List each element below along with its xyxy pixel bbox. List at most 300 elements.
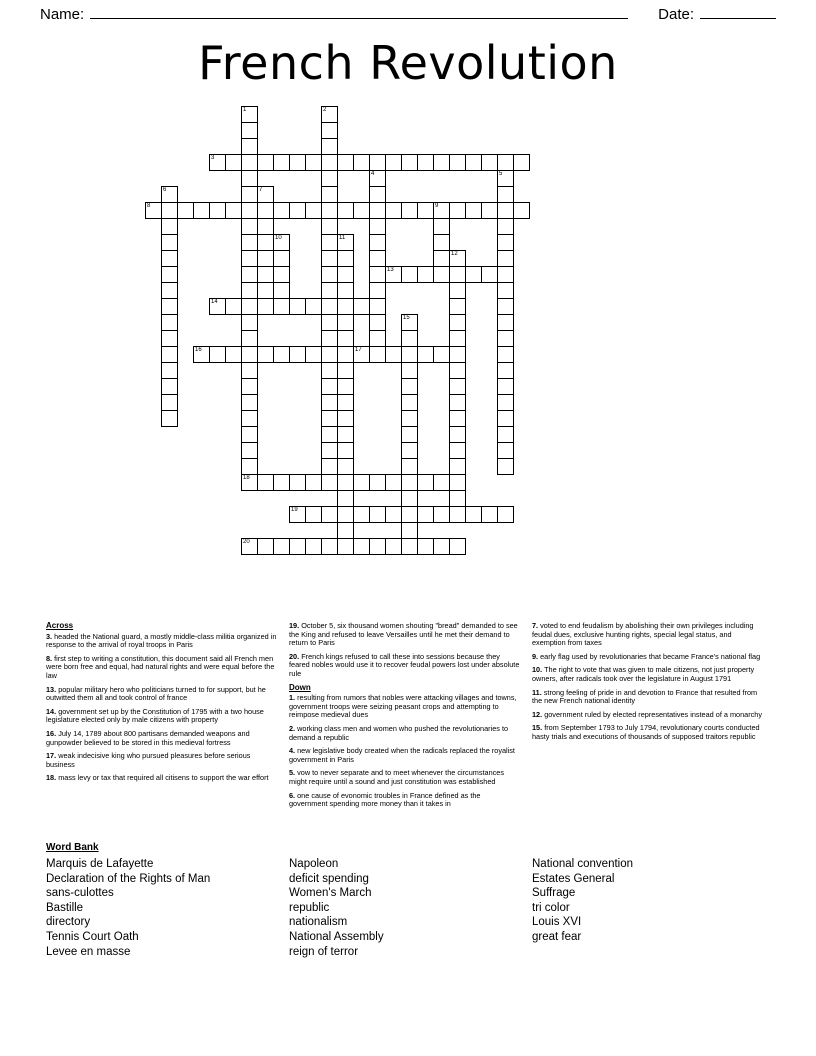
crossword-cell[interactable] xyxy=(161,346,178,363)
crossword-cell[interactable] xyxy=(321,250,338,267)
crossword-cell[interactable] xyxy=(369,266,386,283)
crossword-cell[interactable] xyxy=(369,170,386,187)
crossword-cell[interactable] xyxy=(337,234,354,251)
crossword-cell[interactable] xyxy=(353,346,370,363)
word-bank-item: National Assembly xyxy=(289,930,384,943)
crossword-cell[interactable] xyxy=(417,474,434,491)
crossword-cell[interactable] xyxy=(321,298,338,315)
crossword-cell[interactable] xyxy=(273,250,290,267)
clue-text: first step to writing a constitution, this document said all French men were born free and equal, had natural rights and were equal before the law xyxy=(46,653,275,680)
word-bank-title: Word Bank xyxy=(46,842,99,853)
crossword-cell[interactable] xyxy=(321,138,338,155)
crossword-cell[interactable] xyxy=(401,410,418,427)
crossword-cell[interactable] xyxy=(417,346,434,363)
crossword-cell[interactable] xyxy=(369,154,386,171)
crossword-cell[interactable] xyxy=(497,442,514,459)
crossword-cell[interactable] xyxy=(401,538,418,555)
crossword-cell[interactable] xyxy=(385,538,402,555)
word-bank-item: nationalism xyxy=(289,916,348,929)
crossword-cell[interactable] xyxy=(321,314,338,331)
crossword-cell[interactable] xyxy=(337,410,354,427)
word-bank-column-3 xyxy=(532,857,775,959)
crossword-cell[interactable] xyxy=(321,154,338,171)
crossword-cell[interactable] xyxy=(497,154,514,171)
crossword-cell[interactable] xyxy=(289,474,306,491)
clue-number: 5. xyxy=(289,768,296,778)
crossword-cell[interactable] xyxy=(193,346,210,363)
crossword-cell[interactable] xyxy=(337,266,354,283)
crossword-cell[interactable] xyxy=(401,378,418,395)
crossword-cell[interactable] xyxy=(321,266,338,283)
crossword-cell[interactable] xyxy=(449,394,466,411)
crossword-cell[interactable] xyxy=(449,474,466,491)
crossword-cell[interactable] xyxy=(321,474,338,491)
crossword-cell[interactable] xyxy=(241,538,258,555)
crossword-cell[interactable] xyxy=(321,218,338,235)
crossword-cell[interactable] xyxy=(321,202,338,219)
crossword-cell[interactable] xyxy=(369,186,386,203)
crossword-cell[interactable] xyxy=(241,330,258,347)
crossword-cell[interactable] xyxy=(449,346,466,363)
crossword-cell[interactable] xyxy=(241,282,258,299)
clue-text: strong feeling of pride in and devotion to France that resulted from the new French national identity xyxy=(532,687,758,706)
crossword-cell[interactable] xyxy=(465,506,482,523)
crossword-cell[interactable] xyxy=(497,362,514,379)
crossword-cell[interactable] xyxy=(321,170,338,187)
crossword-cell[interactable] xyxy=(257,250,274,267)
clue-number: 9. xyxy=(532,651,539,661)
crossword-cell[interactable] xyxy=(497,170,514,187)
crossword-cell[interactable] xyxy=(257,346,274,363)
crossword-cell[interactable] xyxy=(257,234,274,251)
crossword-cell[interactable] xyxy=(417,202,434,219)
crossword-cell[interactable] xyxy=(273,538,290,555)
crossword-cell[interactable] xyxy=(241,138,258,155)
crossword-cell[interactable] xyxy=(241,218,258,235)
crossword-cell[interactable] xyxy=(161,362,178,379)
word-bank-column-2 xyxy=(289,857,532,959)
crossword-cell[interactable] xyxy=(465,202,482,219)
crossword-cell[interactable] xyxy=(433,154,450,171)
crossword-cell[interactable] xyxy=(305,202,322,219)
word-bank-item: Bastille xyxy=(46,901,84,914)
crossword-cell[interactable] xyxy=(241,154,258,171)
crossword-cell[interactable] xyxy=(497,394,514,411)
crossword-cell[interactable] xyxy=(257,298,274,315)
crossword-cell[interactable] xyxy=(337,426,354,443)
crossword-cell[interactable] xyxy=(289,506,306,523)
crossword-cell[interactable] xyxy=(481,202,498,219)
crossword-cell[interactable] xyxy=(353,538,370,555)
crossword-cell[interactable] xyxy=(257,282,274,299)
crossword-cell[interactable] xyxy=(161,378,178,395)
crossword-cell[interactable] xyxy=(273,474,290,491)
crossword-cell[interactable] xyxy=(257,154,274,171)
crossword-cell[interactable] xyxy=(369,250,386,267)
clue-text: working class men and women who pushed the revolutionaries to demand a republic xyxy=(289,723,509,742)
crossword-cell[interactable] xyxy=(401,362,418,379)
crossword-cell[interactable] xyxy=(241,394,258,411)
crossword-cell[interactable] xyxy=(449,202,466,219)
crossword-cell[interactable] xyxy=(353,202,370,219)
crossword-cell[interactable] xyxy=(289,346,306,363)
clue-text: new legislative body created when the radicals replaced the royalist government in Paris xyxy=(289,746,515,764)
crossword-cell[interactable] xyxy=(449,410,466,427)
crossword-cell[interactable] xyxy=(321,234,338,251)
clue-across-18 xyxy=(46,774,278,783)
crossword-cell[interactable] xyxy=(497,346,514,363)
crossword-cell-number: 16 xyxy=(195,347,202,353)
crossword-cell[interactable] xyxy=(497,186,514,203)
crossword-cell[interactable] xyxy=(273,346,290,363)
crossword-cell[interactable] xyxy=(401,474,418,491)
crossword-cell[interactable] xyxy=(433,506,450,523)
crossword-cell[interactable] xyxy=(321,330,338,347)
crossword-cell[interactable] xyxy=(321,346,338,363)
crossword-cell[interactable] xyxy=(433,538,450,555)
clue-number: 18. xyxy=(46,773,57,783)
crossword-cell[interactable] xyxy=(177,202,194,219)
crossword-cell[interactable] xyxy=(321,186,338,203)
crossword-cell[interactable] xyxy=(449,378,466,395)
crossword-cell[interactable] xyxy=(273,282,290,299)
clue-down-7 xyxy=(532,622,764,648)
crossword-cell-number: 12 xyxy=(451,251,458,257)
crossword-cell[interactable] xyxy=(401,346,418,363)
crossword-cell[interactable] xyxy=(161,298,178,315)
crossword-cell[interactable] xyxy=(433,474,450,491)
crossword-cell[interactable] xyxy=(321,442,338,459)
word-bank-item: great fear xyxy=(532,930,582,943)
crossword-cell[interactable] xyxy=(401,490,418,507)
crossword-cell[interactable] xyxy=(385,202,402,219)
crossword-cell[interactable] xyxy=(241,202,258,219)
crossword-cell[interactable] xyxy=(337,282,354,299)
crossword-cell[interactable] xyxy=(257,538,274,555)
crossword-cell[interactable] xyxy=(289,154,306,171)
clues-section xyxy=(46,622,776,832)
crossword-cell[interactable] xyxy=(225,202,242,219)
crossword-cell[interactable] xyxy=(417,154,434,171)
crossword-cell[interactable] xyxy=(481,154,498,171)
crossword-cell[interactable] xyxy=(305,506,322,523)
crossword-cell[interactable] xyxy=(209,298,226,315)
crossword-cell[interactable] xyxy=(353,154,370,171)
crossword-cell[interactable] xyxy=(433,250,450,267)
crossword-cell[interactable] xyxy=(449,330,466,347)
crossword-cell[interactable] xyxy=(241,106,258,123)
crossword-cell[interactable] xyxy=(449,154,466,171)
crossword-cell[interactable] xyxy=(209,154,226,171)
crossword-cell[interactable] xyxy=(401,266,418,283)
crossword-cell[interactable] xyxy=(449,362,466,379)
crossword-cell-number: 17 xyxy=(355,347,362,353)
crossword-cell-number: 2 xyxy=(323,107,327,113)
crossword-cell[interactable] xyxy=(321,122,338,139)
crossword-cell[interactable] xyxy=(385,346,402,363)
crossword-cell[interactable] xyxy=(321,362,338,379)
clue-down-10 xyxy=(532,666,764,683)
crossword-cell[interactable] xyxy=(385,154,402,171)
crossword-cell[interactable] xyxy=(417,506,434,523)
clue-text: government ruled by elected representatives instead of a monarchy xyxy=(544,709,763,719)
crossword-cell-number: 9 xyxy=(435,203,439,209)
crossword-cell[interactable] xyxy=(161,186,178,203)
crossword-cell[interactable] xyxy=(161,314,178,331)
crossword-cell[interactable] xyxy=(241,250,258,267)
crossword-cell[interactable] xyxy=(273,298,290,315)
crossword-cell[interactable] xyxy=(321,506,338,523)
crossword-cell[interactable] xyxy=(161,218,178,235)
crossword-cell[interactable] xyxy=(209,346,226,363)
crossword-cell[interactable] xyxy=(321,378,338,395)
crossword-cell[interactable] xyxy=(497,266,514,283)
crossword-cell[interactable] xyxy=(241,426,258,443)
crossword-cell[interactable] xyxy=(337,458,354,475)
crossword-cell[interactable] xyxy=(401,154,418,171)
crossword-cell[interactable] xyxy=(209,202,226,219)
crossword-cell[interactable] xyxy=(305,346,322,363)
crossword-cell[interactable] xyxy=(337,346,354,363)
crossword-cell[interactable] xyxy=(337,330,354,347)
crossword-cell[interactable] xyxy=(497,330,514,347)
crossword-cell[interactable] xyxy=(417,266,434,283)
crossword-cell[interactable] xyxy=(449,314,466,331)
crossword-cell[interactable] xyxy=(225,298,242,315)
crossword-cell[interactable] xyxy=(337,298,354,315)
crossword-cell[interactable] xyxy=(369,234,386,251)
crossword-cell[interactable] xyxy=(337,154,354,171)
crossword-cell[interactable] xyxy=(513,154,530,171)
crossword-cell[interactable] xyxy=(161,394,178,411)
clue-across-8 xyxy=(46,655,278,681)
crossword-cell[interactable] xyxy=(161,282,178,299)
crossword-cell[interactable] xyxy=(337,378,354,395)
crossword-cell[interactable] xyxy=(225,154,242,171)
crossword-cell[interactable] xyxy=(241,474,258,491)
crossword-cell[interactable] xyxy=(385,506,402,523)
word-bank-item: republic xyxy=(289,901,330,914)
crossword-cell[interactable] xyxy=(241,234,258,251)
crossword-cell[interactable] xyxy=(497,218,514,235)
crossword-cell[interactable] xyxy=(369,218,386,235)
crossword-cell[interactable] xyxy=(337,506,354,523)
crossword-cell[interactable] xyxy=(337,442,354,459)
crossword-cell[interactable] xyxy=(369,298,386,315)
clues-column-2 xyxy=(289,622,521,814)
crossword-cell[interactable] xyxy=(449,298,466,315)
crossword-cell[interactable] xyxy=(161,330,178,347)
crossword-cell[interactable] xyxy=(449,426,466,443)
crossword-cell[interactable] xyxy=(321,538,338,555)
crossword-grid[interactable] xyxy=(145,106,671,618)
crossword-cell[interactable] xyxy=(337,202,354,219)
crossword-cell[interactable] xyxy=(449,490,466,507)
crossword-cell[interactable] xyxy=(305,298,322,315)
crossword-cell[interactable] xyxy=(337,314,354,331)
clue-text: resulting from rumors that nobles were attacking villages and towns, government troops were seizing peasant crops and attempting to reimpose medieval dues xyxy=(289,693,517,720)
crossword-cell[interactable] xyxy=(401,442,418,459)
crossword-cell[interactable] xyxy=(337,538,354,555)
crossword-cell[interactable] xyxy=(481,266,498,283)
word-bank-column-1 xyxy=(46,857,289,959)
crossword-cell[interactable] xyxy=(321,394,338,411)
clue-number: 13. xyxy=(46,684,57,694)
crossword-cell[interactable] xyxy=(161,250,178,267)
crossword-cell[interactable] xyxy=(465,154,482,171)
crossword-cell[interactable] xyxy=(353,474,370,491)
crossword-cell[interactable] xyxy=(369,506,386,523)
crossword-cell[interactable] xyxy=(161,202,178,219)
crossword-cell[interactable] xyxy=(321,282,338,299)
crossword-cell[interactable] xyxy=(465,266,482,283)
crossword-cell[interactable] xyxy=(497,378,514,395)
crossword-cell[interactable] xyxy=(449,506,466,523)
crossword-cell[interactable] xyxy=(433,266,450,283)
crossword-cell[interactable] xyxy=(401,522,418,539)
crossword-cell[interactable] xyxy=(257,202,274,219)
crossword-cell[interactable] xyxy=(401,458,418,475)
crossword-cell[interactable] xyxy=(273,266,290,283)
crossword-cell[interactable] xyxy=(449,442,466,459)
crossword-cell[interactable] xyxy=(353,506,370,523)
crossword-cell[interactable] xyxy=(305,538,322,555)
crossword-cell[interactable] xyxy=(321,410,338,427)
crossword-cell[interactable] xyxy=(161,234,178,251)
crossword-cell[interactable] xyxy=(321,426,338,443)
crossword-cell[interactable] xyxy=(369,314,386,331)
crossword-cell-number: 14 xyxy=(211,299,218,305)
crossword-cell[interactable] xyxy=(305,154,322,171)
clue-text: vow to never separate and to meet whenever the circumstances might require until a sound and just constitution was established xyxy=(289,768,504,786)
crossword-cell[interactable] xyxy=(161,410,178,427)
crossword-cell[interactable] xyxy=(273,202,290,219)
crossword-cell[interactable] xyxy=(497,282,514,299)
crossword-cell[interactable] xyxy=(401,314,418,331)
crossword-cell[interactable] xyxy=(433,218,450,235)
crossword-cell[interactable] xyxy=(433,346,450,363)
crossword-cell[interactable] xyxy=(497,506,514,523)
crossword-cell[interactable] xyxy=(385,266,402,283)
crossword-cell[interactable] xyxy=(241,410,258,427)
crossword-cell[interactable] xyxy=(145,202,162,219)
crossword-cell[interactable] xyxy=(481,506,498,523)
name-write-line[interactable] xyxy=(90,18,628,19)
crossword-cell[interactable] xyxy=(449,250,466,267)
crossword-cell[interactable] xyxy=(161,266,178,283)
clue-down-6 xyxy=(289,792,521,809)
crossword-cell[interactable] xyxy=(321,458,338,475)
crossword-cell[interactable] xyxy=(305,474,322,491)
crossword-cell[interactable] xyxy=(401,394,418,411)
clue-text: mass levy or tax that required all citisens to support the war effort xyxy=(58,773,269,783)
crossword-cell[interactable] xyxy=(497,202,514,219)
clue-across-14 xyxy=(46,708,278,725)
crossword-cell[interactable] xyxy=(449,458,466,475)
crossword-cell[interactable] xyxy=(353,298,370,315)
crossword-cell[interactable] xyxy=(369,474,386,491)
crossword-cell[interactable] xyxy=(449,266,466,283)
crossword-cell[interactable] xyxy=(497,250,514,267)
crossword-cell[interactable] xyxy=(369,346,386,363)
crossword-cell[interactable] xyxy=(497,410,514,427)
crossword-cell[interactable] xyxy=(273,154,290,171)
crossword-cell[interactable] xyxy=(337,474,354,491)
crossword-cell[interactable] xyxy=(241,346,258,363)
crossword-cell[interactable] xyxy=(321,106,338,123)
crossword-cell[interactable] xyxy=(257,474,274,491)
clue-text: headed the National guard, a mostly middle-class militia organized in response to the arrival of royal troops in Paris xyxy=(46,631,277,650)
crossword-cell[interactable] xyxy=(385,474,402,491)
crossword-cell[interactable] xyxy=(449,282,466,299)
crossword-cell[interactable] xyxy=(225,346,242,363)
crossword-cell[interactable] xyxy=(497,458,514,475)
crossword-cell[interactable] xyxy=(497,426,514,443)
clue-text: government set up by the Constitution of 1795 with a two house legislature elected only by male citizens with property xyxy=(46,706,264,725)
clue-text: French kings refused to call these into sessions because they feared nobles would use it to recover feudal powers lost under absolute rule xyxy=(289,651,520,678)
crossword-cell[interactable] xyxy=(241,314,258,331)
crossword-cell[interactable] xyxy=(497,234,514,251)
crossword-cell[interactable] xyxy=(433,202,450,219)
crossword-cell[interactable] xyxy=(241,298,258,315)
crossword-cell[interactable] xyxy=(401,330,418,347)
crossword-cell-number: 19 xyxy=(291,507,298,513)
crossword-cell[interactable] xyxy=(241,378,258,395)
crossword-cell[interactable] xyxy=(401,202,418,219)
crossword-cell[interactable] xyxy=(289,202,306,219)
crossword-cell[interactable] xyxy=(513,202,530,219)
crossword-cell[interactable] xyxy=(337,362,354,379)
crossword-cell[interactable] xyxy=(241,442,258,459)
crossword-cell[interactable] xyxy=(369,282,386,299)
crossword-cell[interactable] xyxy=(241,186,258,203)
crossword-cell[interactable] xyxy=(497,298,514,315)
crossword-cell[interactable] xyxy=(417,538,434,555)
crossword-cell[interactable] xyxy=(337,250,354,267)
crossword-cell[interactable] xyxy=(369,202,386,219)
crossword-cell[interactable] xyxy=(257,266,274,283)
crossword-cell[interactable] xyxy=(289,538,306,555)
crossword-cell[interactable] xyxy=(241,122,258,139)
crossword-cell[interactable] xyxy=(273,234,290,251)
crossword-cell[interactable] xyxy=(449,538,466,555)
crossword-cell[interactable] xyxy=(369,538,386,555)
crossword-cell-number: 11 xyxy=(339,235,346,241)
crossword-cell[interactable] xyxy=(401,506,418,523)
crossword-cell[interactable] xyxy=(241,458,258,475)
crossword-cell[interactable] xyxy=(289,298,306,315)
clue-down-1 xyxy=(289,694,521,720)
crossword-cell[interactable] xyxy=(337,490,354,507)
crossword-cell[interactable] xyxy=(193,202,210,219)
crossword-cell[interactable] xyxy=(497,314,514,331)
crossword-cell[interactable] xyxy=(337,394,354,411)
crossword-cell[interactable] xyxy=(369,330,386,347)
crossword-cell[interactable] xyxy=(337,522,354,539)
crossword-cell[interactable] xyxy=(401,426,418,443)
date-write-line[interactable] xyxy=(700,18,776,19)
crossword-cell[interactable] xyxy=(257,186,274,203)
crossword-cell[interactable] xyxy=(241,170,258,187)
word-bank-item: Tennis Court Oath xyxy=(46,930,139,943)
word-bank-item: Levee en masse xyxy=(46,945,131,958)
crossword-cell-number: 20 xyxy=(243,539,250,545)
clue-text: from September 1793 to July 1794, revolutionary courts conducted hasty trials and executions of thousands of supposed traitors republic xyxy=(532,723,760,741)
crossword-cell[interactable] xyxy=(433,234,450,251)
crossword-cell[interactable] xyxy=(241,362,258,379)
crossword-cell[interactable] xyxy=(257,218,274,235)
crossword-cell[interactable] xyxy=(241,266,258,283)
